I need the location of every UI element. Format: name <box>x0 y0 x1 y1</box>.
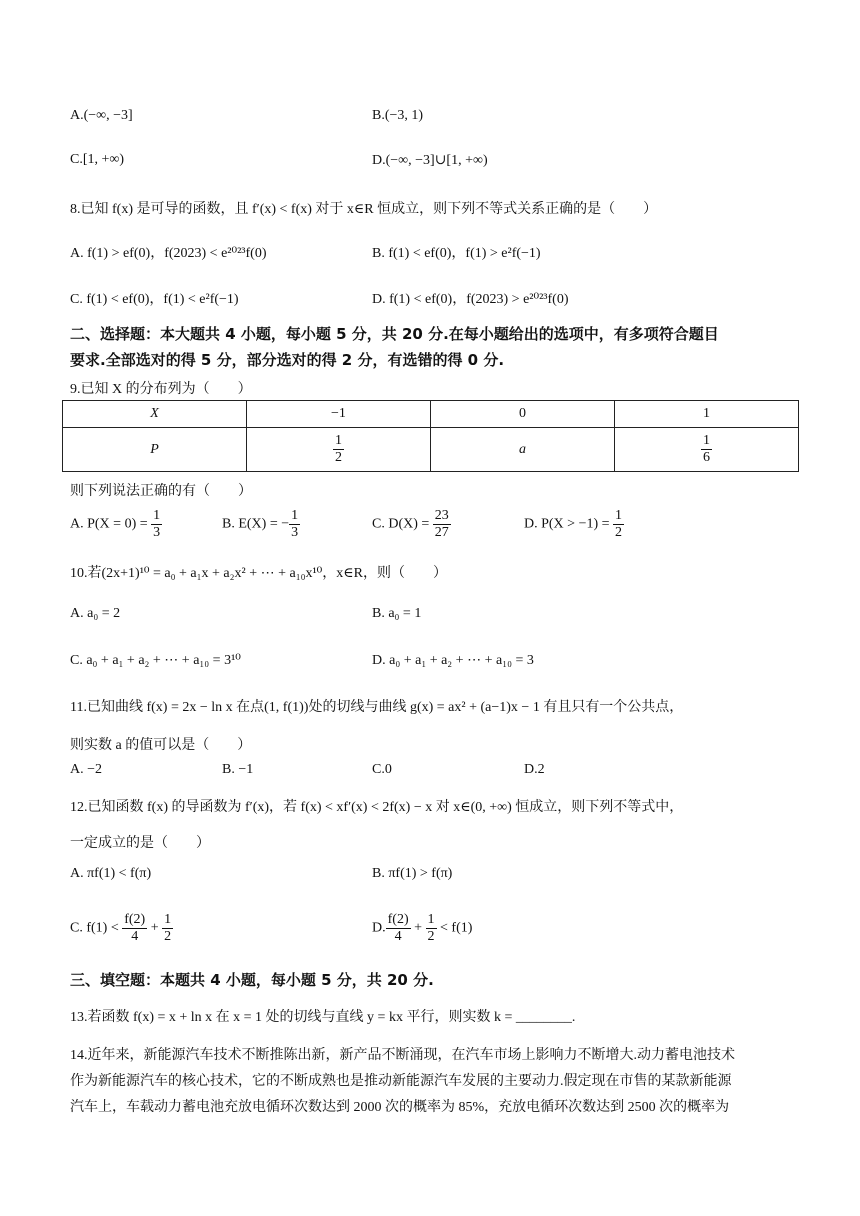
q9-stem: 9.已知 X 的分布列为（ ） <box>70 382 252 397</box>
q8-stem: 8.已知 f(x) 是可导的函数，且 f′(x) < f(x) 对于 x∈R 恒成立，则下列不等式关系正确的是（ ） <box>70 202 658 217</box>
q10-stem: 10.若(2x+1)¹⁰ = a₀ + a₁x + a₂x² + ⋯ + a₁₀x¹⁰，x∈R，则（ ） <box>70 566 447 581</box>
q14-line2: 作为新能源汽车的核心技术，它的不断成熟也是推动新能源汽车发展的主要动力.假定现在市售的某款新能源 <box>70 1074 732 1089</box>
q7-option-d: D.(−∞, −3]∪[1, +∞) <box>372 153 488 168</box>
q8-option-b: B. f(1) < ef(0)，f(1) > e²f(−1) <box>372 246 541 261</box>
table-p-value-2: a <box>431 428 615 472</box>
q11-stem-line1: 11.已知曲线 f(x) = 2x − ln x 在点(1, f(1))处的切线与曲线 g(x) = ax² + (a−1)x − 1 有且只有一个公共点， <box>70 700 684 715</box>
q14-line1: 14.近年来，新能源汽车技术不断推陈出新，新产品不断涌现，在汽车市场上影响力不断增大.动力蓄电池技术 <box>70 1048 735 1063</box>
table-p-value-3: $\frac{1}{6}$ <box>614 428 798 472</box>
q7-option-b: B.(−3, 1) <box>372 108 424 123</box>
table-p-value-1: $\frac{1}{2}$ <box>246 428 430 472</box>
q10-option-d: D. a₀ + a₁ + a₂ + ⋯ + a₁₀ = 3 <box>372 653 534 668</box>
q11-option-b: B. −1 <box>222 762 254 777</box>
table-header-p: P <box>63 428 247 472</box>
q12-stem-line1: 12.已知函数 f(x) 的导函数为 f′(x)，若 f(x) < xf′(x) < 2f(x) − x 对 x∈(0, +∞) 恒成立，则下列不等式中， <box>70 800 684 815</box>
q8-option-a: A. f(1) > ef(0)，f(2023) < e²⁰²³f(0) <box>70 246 267 261</box>
q9-option-b: B. E(X) = − $\frac{1}{3}$ <box>222 508 299 540</box>
q8-option-d: D. f(1) < ef(0)，f(2023) > e²⁰²³f(0) <box>372 292 569 307</box>
q9-followup: 则下列说法正确的有（ ） <box>70 484 252 499</box>
q8-option-c: C. f(1) < ef(0)，f(1) < e²f(−1) <box>70 292 239 307</box>
q12-option-a: A. πf(1) < f(π) <box>70 866 152 881</box>
q12-option-b: B. πf(1) > f(π) <box>372 866 453 881</box>
table-header-x: X <box>63 401 247 428</box>
section2-heading-line1: 二、选择题：本大题共 4 小题，每小题 5 分，共 20 分.在每小题给出的选项中，有多项符合题目 <box>70 325 719 343</box>
q10-option-b: B. a₀ = 1 <box>372 606 422 621</box>
q14-line3: 汽车上，车载动力蓄电池充放电循环次数达到 2000 次的概率为 85%，充放电循环次数达到 2500 次的概率为 <box>70 1100 730 1115</box>
q12-stem-line2: 一定成立的是（ ） <box>70 836 210 851</box>
table-x-value-2: 0 <box>431 401 615 428</box>
table-x-value-1: −1 <box>246 401 430 428</box>
q12-option-c: C. f(1) < $\frac{f(2)}{4}$ + $\frac{1}{2}$ <box>70 912 172 944</box>
section2-heading-line2: 要求.全部选对的得 5 分，部分选对的得 2 分，有选错的得 0 分. <box>70 351 505 369</box>
q13-stem: 13.若函数 f(x) = x + ln x 在 x = 1 处的切线与直线 y = kx 平行，则实数 k = ________. <box>70 1010 576 1025</box>
q11-option-c: C.0 <box>372 762 392 777</box>
q10-option-a: A. a₀ = 2 <box>70 606 121 621</box>
q11-option-d: D.2 <box>524 762 545 777</box>
q9-option-d: D. P(X > −1) = $\frac{1}{2}$ <box>524 508 623 540</box>
section3-heading: 三、填空题：本题共 4 小题，每小题 5 分，共 20 分. <box>70 971 434 989</box>
q12-option-d: D. $\frac{f(2)}{4}$ + $\frac{1}{2}$ < f(1) <box>372 912 473 944</box>
q11-stem-line2: 则实数 a 的值可以是（ ） <box>70 738 252 753</box>
distribution-table <box>62 400 799 472</box>
q9-option-c: C. D(X) = $\frac{23}{27}$ <box>372 508 449 540</box>
q11-option-a: A. −2 <box>70 762 103 777</box>
q10-option-c: C. a₀ + a₁ + a₂ + ⋯ + a₁₀ = 3¹⁰ <box>70 653 241 668</box>
q9-option-a: A. P(X = 0) = $\frac{1}{3}$ <box>70 508 161 540</box>
table-x-value-3: 1 <box>614 401 798 428</box>
q7-option-a: A.(−∞, −3] <box>70 108 133 123</box>
q7-option-c: C.[1, +∞) <box>70 152 125 167</box>
